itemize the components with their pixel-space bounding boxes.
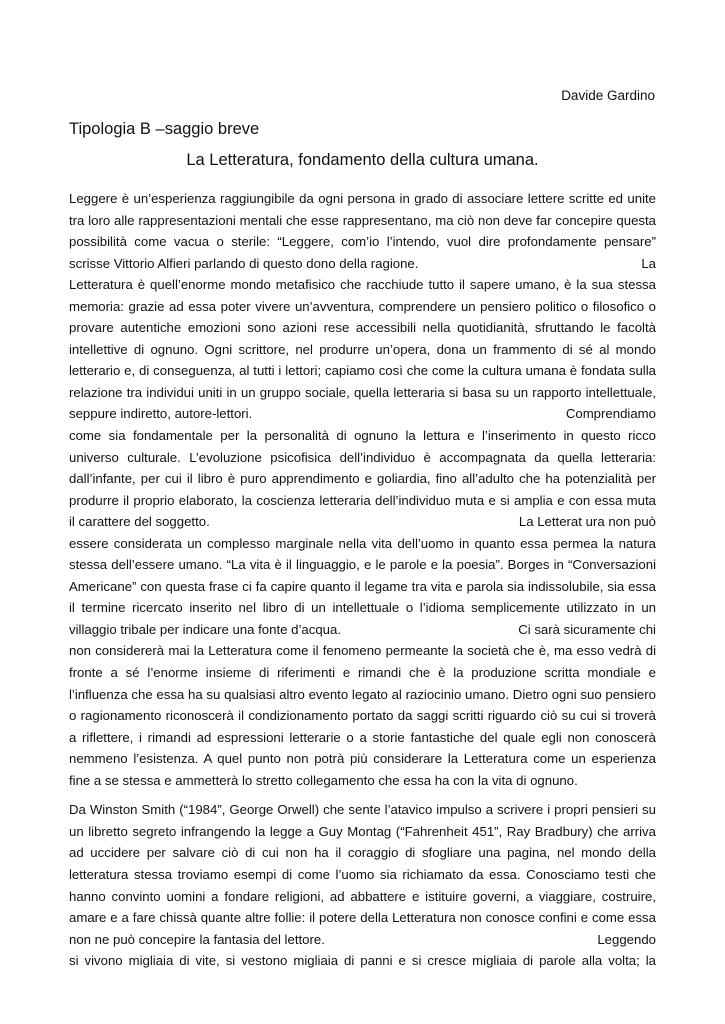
- essay-title: La Letteratura, fondamento della cultura umana.: [186, 151, 539, 169]
- essay-paragraph: [69, 799, 656, 971]
- text-line: [69, 929, 656, 951]
- text-line: relazione tra individui uniti in un gruppo sociale, quella letteraria si basa su un rapporto intellettuale,: [69, 384, 656, 400]
- line-text-left: non ne può concepire la fantasia del lettore.: [69, 931, 325, 947]
- line-text-right: La: [641, 255, 656, 271]
- line-text-right: Comprendiamo: [565, 406, 656, 422]
- line-text-left: seppure indiretto, autore-lettori.: [69, 406, 253, 422]
- text-line: Letteratura è quell’enorme mondo metafisico che racchiude tutto il sapere umano, è la sua stessa: [69, 277, 656, 293]
- text-line: hanno convinto uomini a fondare religioni, ad abbattere e istituire governi, a viaggiare, costruire,: [69, 888, 656, 904]
- text-line: o ragionamento riconoscerà il condizionamento portato da saggi scritti riguardo ciò su cui si troverà: [69, 708, 656, 724]
- text-line: Da Winston Smith (“1984”, George Orwell) che sente l’atavico impulso a scrivere i propri pensieri su: [69, 802, 656, 818]
- text-line: nemmeno l’esistenza. A quel punto non potrà più considerare la Letteratura come un esperienza: [69, 751, 656, 767]
- text-line: come sia fondamentale per la personalità di ognuno la lettura e l’inserimento in questo ricco: [69, 428, 656, 444]
- text-line: letteratura stessa troviamo esempi di come l’uomo sia richiamato da essa. Conosciamo testi che: [69, 866, 656, 882]
- text-line: a riflettere, i rimandi ad espressioni letterarie o a storie fantastiche del quale egli non conoscerà: [69, 729, 656, 745]
- line-text-left: villaggio tribale per indicare una fonte d’acqua.: [69, 621, 341, 637]
- essay-type-heading: Tipologia B –saggio breve: [69, 120, 260, 138]
- text-line: ad uccidere per salvare ciò di cui non ha il coraggio di sfogliare una pagina, nel mondo della: [69, 845, 656, 861]
- text-line: il termine ricercato inserito nel libro di un intellettuale o l’idioma semplicemente utilizzato in un: [69, 600, 656, 616]
- text-line: si vivono migliaia di vite, si vestono migliaia di panni e si cresce migliaia di parole alla volta; la: [69, 953, 656, 969]
- text-line: [69, 511, 656, 533]
- line-text-left: il carattere del soggetto.: [69, 514, 210, 530]
- author-name: Davide Gardino: [561, 88, 655, 103]
- text-line: memoria: grazie ad essa poter vivere un’avventura, comprendere un pensiero politico o filosofico o: [69, 298, 656, 314]
- text-line: un libretto segreto infrangendo la legge a Guy Montag (“Fahrenheit 451”, Ray Bradbury) che arriva: [69, 823, 656, 839]
- text-line: [69, 253, 656, 275]
- text-line: provare autentiche emozioni sono azioni rese accessibili nella quotidianità, sfruttando le facoltà: [69, 320, 656, 336]
- line-text-right: Leggendo: [597, 931, 656, 947]
- text-line: universo culturale. L’evoluzione psicofisica dell’individuo è accompagnata da quella letteraria:: [69, 449, 656, 465]
- text-line: stessa dell’essere umano. “La vita è il linguaggio, e le parole e la poesia”. Borges in “Conversazioni: [69, 557, 656, 573]
- text-line: produrre il proprio elaborato, la coscienza letteraria dell’individuo muta e si amplia e con essa muta: [69, 492, 656, 508]
- text-line: Americane” con questa frase ci fa capire quanto il legame tra vita e parola sia indissolubile, sia essa: [69, 578, 656, 594]
- text-line: fronte a sé l’enorme insieme di riferimenti e rimandi che è la produzione scritta mondiale e: [69, 665, 656, 681]
- text-line: intellettive di ognuno. Ogni scrittore, nel produrre un’opera, dona un frammento di sé al mondo: [69, 341, 656, 357]
- text-line: tra loro alle rappresentazioni mentali che esse rappresentano, ma ciò non deve far concepire questa: [69, 212, 656, 228]
- essay-paragraph: [69, 188, 656, 791]
- text-line: [69, 403, 656, 425]
- text-line: non considererà mai la Letteratura come il fenomeno permeante la società che è, ma esso vedrà di: [69, 643, 656, 659]
- essay-body: [69, 188, 656, 972]
- text-line: letterario e, di conseguenza, al tutti i lettori; capiamo così che come la cultura umana è fondata sulla: [69, 363, 656, 379]
- text-line: [69, 619, 656, 641]
- line-text-right: Ci sarà sicuramente chi: [518, 621, 656, 637]
- text-line: essere considerata un complesso marginale nella vita dell’uomo in quanto essa permea la natura: [69, 535, 656, 551]
- text-line: amare e a fare chissà quante altre follie: il potere della Letteratura non conosce confini e come essa: [69, 910, 656, 926]
- text-line: dall’infante, per cui il libro è puro apprendimento e goliardia, fino all’adulto che ha potenzialità per: [69, 471, 656, 487]
- line-text-left: scrisse Vittorio Alfieri parlando di questo dono della ragione.: [69, 255, 419, 271]
- text-line: Leggere è un’esperienza raggiungibile da ogni persona in grado di associare lettere scritte ed unite: [69, 191, 656, 206]
- text-line: possibilità come vacua o sterile: “Leggere, com’io l’intendo, vuol dire profondamente pensare”: [69, 234, 656, 250]
- text-line: fine a se stessa e ammetterà lo stretto collegamento che essa ha con la vita di ognuno.: [69, 772, 578, 788]
- line-text-right: La Letterat ura non può: [518, 514, 656, 530]
- text-line: l’influenza che essa ha su qualsiasi altro evento legato al raziocinio umano. Dietro ogni suo pensiero: [69, 686, 656, 702]
